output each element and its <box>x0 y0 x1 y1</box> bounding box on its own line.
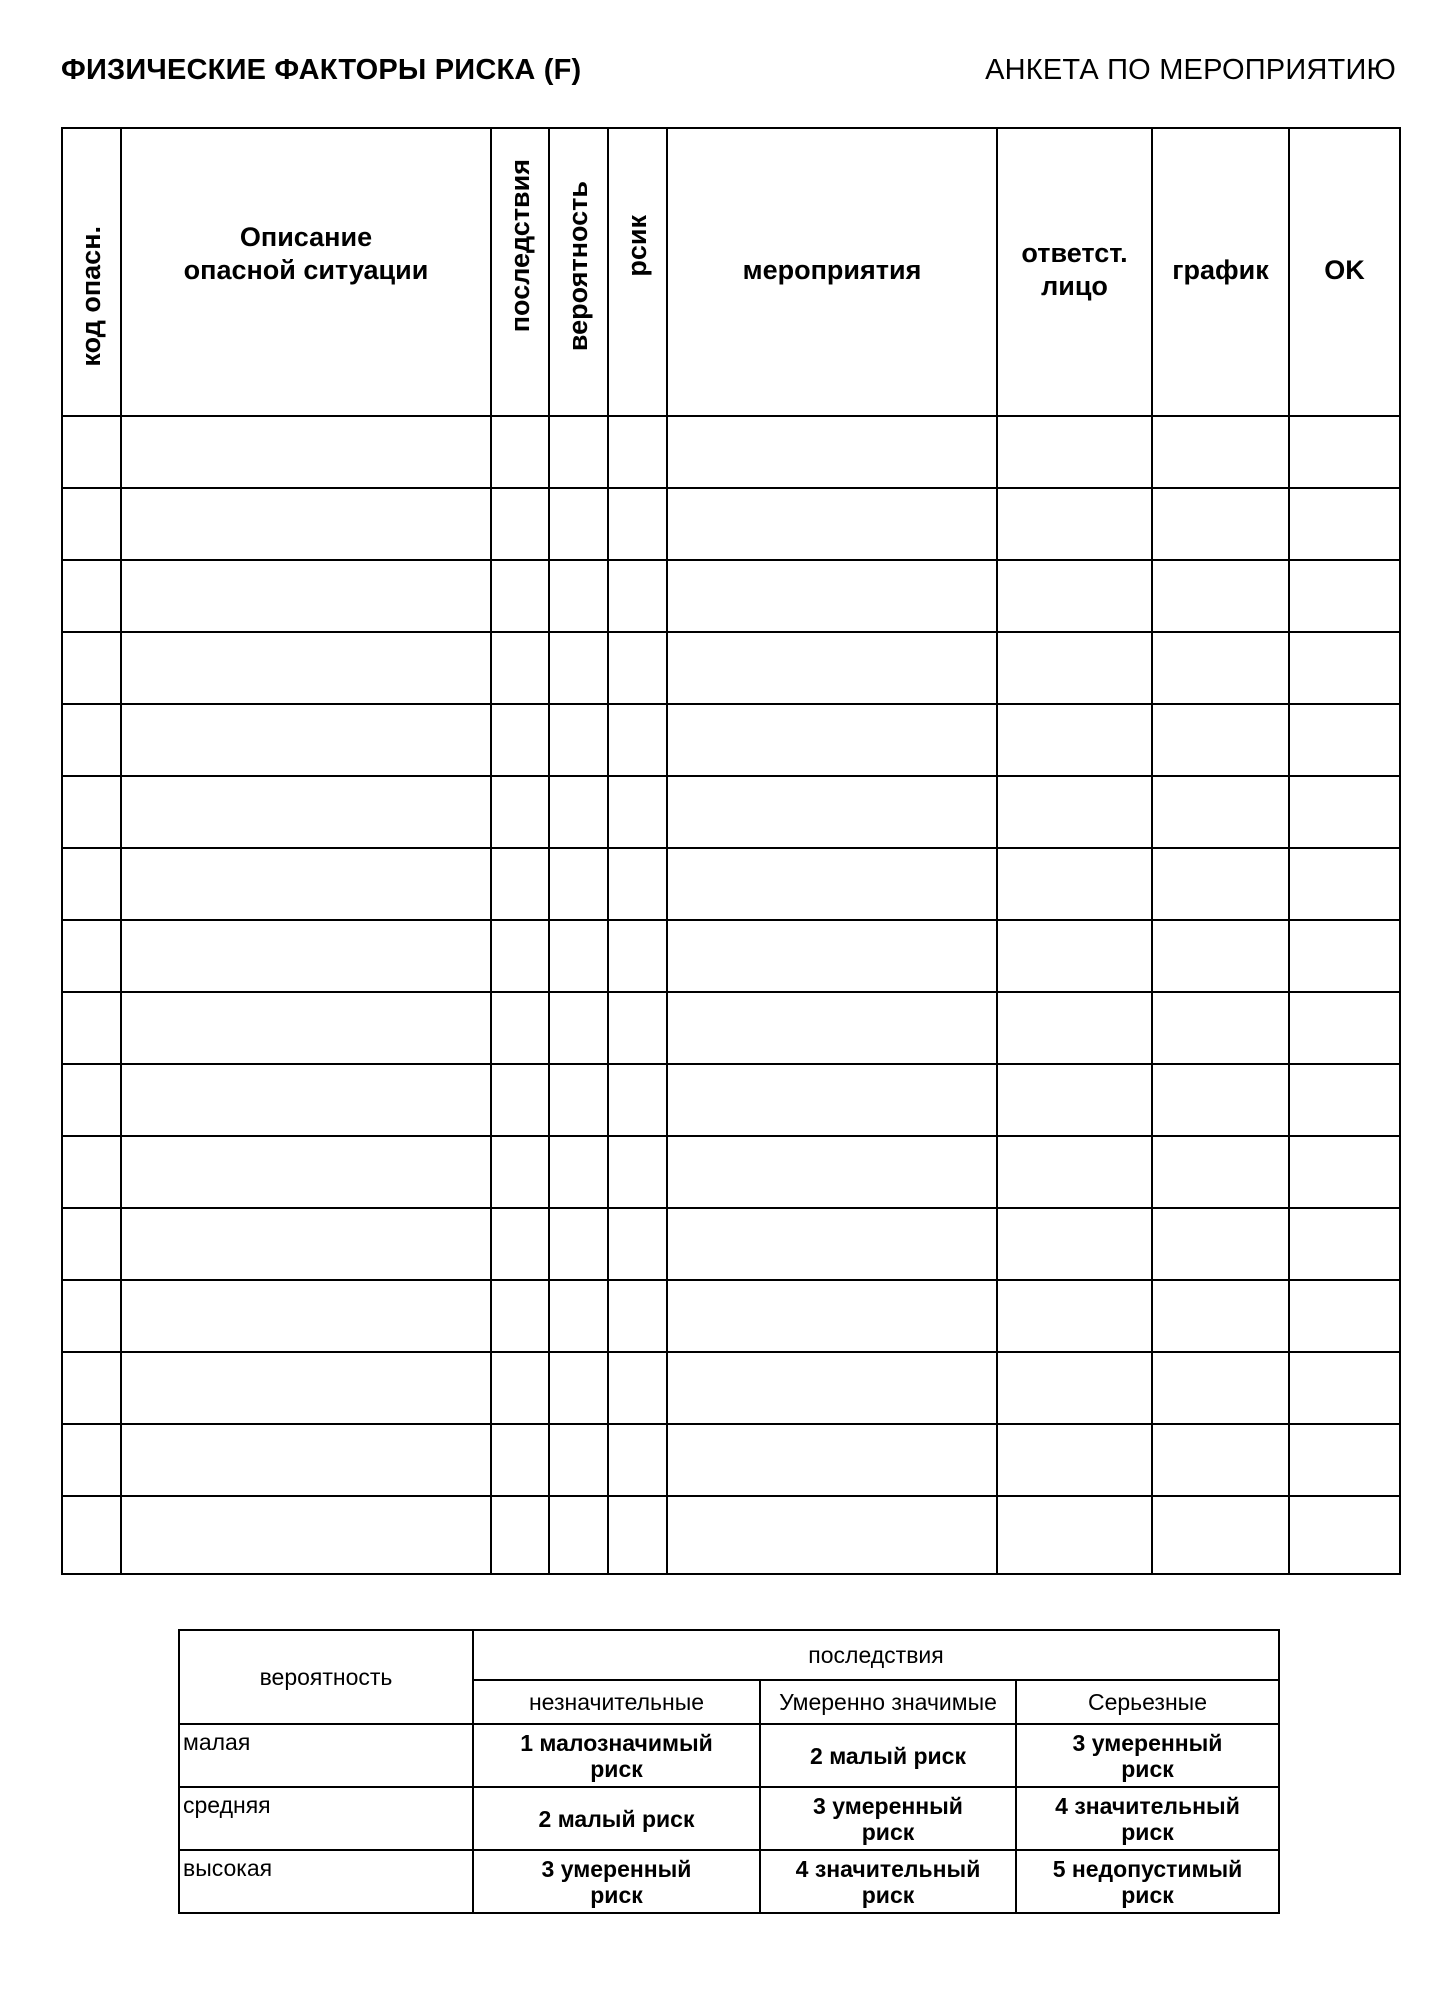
register-cell-measures[interactable] <box>667 1424 997 1496</box>
register-cell-measures[interactable] <box>667 416 997 488</box>
register-cell-probability[interactable] <box>549 992 608 1064</box>
register-cell-code[interactable] <box>62 632 121 704</box>
column-header-ok: OK <box>1289 128 1400 416</box>
register-cell-risk[interactable] <box>608 704 667 776</box>
register-cell-probability[interactable] <box>549 776 608 848</box>
register-body <box>62 416 1400 1574</box>
register-cell-risk[interactable] <box>608 848 667 920</box>
register-row <box>62 1064 1400 1136</box>
register-cell-risk[interactable] <box>608 632 667 704</box>
register-cell-description[interactable] <box>121 1208 491 1280</box>
register-cell-measures[interactable] <box>667 632 997 704</box>
register-cell-responsible[interactable] <box>997 488 1152 560</box>
register-cell-description[interactable] <box>121 632 491 704</box>
column-header-probability: вероятность <box>549 128 608 416</box>
register-cell-risk[interactable] <box>608 488 667 560</box>
register-cell-ok[interactable] <box>1289 848 1400 920</box>
register-cell-code[interactable] <box>62 1496 121 1574</box>
register-cell-probability[interactable] <box>549 1208 608 1280</box>
register-cell-description[interactable] <box>121 560 491 632</box>
register-cell-schedule[interactable] <box>1152 1064 1289 1136</box>
register-row <box>62 920 1400 992</box>
register-cell-ok[interactable] <box>1289 416 1400 488</box>
column-header-risk: рсик <box>608 128 667 416</box>
register-cell-ok[interactable] <box>1289 704 1400 776</box>
register-cell-code[interactable] <box>62 1136 121 1208</box>
register-cell-ok[interactable] <box>1289 1208 1400 1280</box>
register-cell-measures[interactable] <box>667 1280 997 1352</box>
register-cell-responsible[interactable] <box>997 560 1152 632</box>
register-cell-consequences[interactable] <box>491 1280 549 1352</box>
matrix-consequence-level: Серьезные <box>1016 1680 1279 1724</box>
register-cell-consequences[interactable] <box>491 1496 549 1574</box>
matrix-probability-label: средняя <box>179 1787 473 1850</box>
register-cell-measures[interactable] <box>667 704 997 776</box>
register-row <box>62 1208 1400 1280</box>
register-cell-responsible[interactable] <box>997 1496 1152 1574</box>
register-cell-schedule[interactable] <box>1152 704 1289 776</box>
register-cell-responsible[interactable] <box>997 1280 1152 1352</box>
register-cell-ok[interactable] <box>1289 1280 1400 1352</box>
register-cell-responsible[interactable] <box>997 1064 1152 1136</box>
register-cell-measures[interactable] <box>667 488 997 560</box>
register-cell-responsible[interactable] <box>997 776 1152 848</box>
register-cell-probability[interactable] <box>549 920 608 992</box>
register-cell-risk[interactable] <box>608 920 667 992</box>
register-cell-description[interactable] <box>121 992 491 1064</box>
register-cell-probability[interactable] <box>549 560 608 632</box>
register-cell-responsible[interactable] <box>997 416 1152 488</box>
register-row <box>62 992 1400 1064</box>
register-cell-probability[interactable] <box>549 416 608 488</box>
register-cell-probability[interactable] <box>549 632 608 704</box>
register-cell-ok[interactable] <box>1289 1136 1400 1208</box>
register-cell-schedule[interactable] <box>1152 848 1289 920</box>
register-cell-schedule[interactable] <box>1152 1496 1289 1574</box>
register-cell-measures[interactable] <box>667 776 997 848</box>
register-row <box>62 1352 1400 1424</box>
matrix-risk-cell: 4 значительный риск <box>760 1850 1016 1913</box>
matrix-consequence-level: незначительные <box>473 1680 760 1724</box>
matrix-risk-cell: 2 малый риск <box>760 1724 1016 1787</box>
register-cell-measures[interactable] <box>667 1136 997 1208</box>
register-cell-responsible[interactable] <box>997 1352 1152 1424</box>
register-cell-description[interactable] <box>121 488 491 560</box>
register-cell-ok[interactable] <box>1289 1496 1400 1574</box>
register-cell-probability[interactable] <box>549 848 608 920</box>
register-row <box>62 1496 1400 1574</box>
register-cell-code[interactable] <box>62 992 121 1064</box>
register-cell-probability[interactable] <box>549 488 608 560</box>
column-header-measures: мероприятия <box>667 128 997 416</box>
register-cell-description[interactable] <box>121 1496 491 1574</box>
matrix-risk-cell: 4 значительный риск <box>1016 1787 1279 1850</box>
register-cell-code[interactable] <box>62 1280 121 1352</box>
register-cell-consequences[interactable] <box>491 992 549 1064</box>
register-cell-probability[interactable] <box>549 1280 608 1352</box>
column-header-description: Описание опасной ситуации <box>121 128 491 416</box>
register-header-row <box>62 128 1400 416</box>
register-cell-consequences[interactable] <box>491 632 549 704</box>
register-cell-responsible[interactable] <box>997 704 1152 776</box>
register-cell-code[interactable] <box>62 848 121 920</box>
register-cell-probability[interactable] <box>549 704 608 776</box>
register-cell-ok[interactable] <box>1289 1352 1400 1424</box>
register-row <box>62 632 1400 704</box>
register-cell-code[interactable] <box>62 776 121 848</box>
register-cell-probability[interactable] <box>549 1496 608 1574</box>
register-cell-probability[interactable] <box>549 1136 608 1208</box>
register-cell-measures[interactable] <box>667 992 997 1064</box>
register-row <box>62 1136 1400 1208</box>
register-cell-responsible[interactable] <box>997 920 1152 992</box>
matrix-probability-label: малая <box>179 1724 473 1787</box>
register-row <box>62 1280 1400 1352</box>
column-header-schedule: график <box>1152 128 1289 416</box>
register-cell-responsible[interactable] <box>997 992 1152 1064</box>
register-cell-risk[interactable] <box>608 560 667 632</box>
matrix-probability-label: высокая <box>179 1850 473 1913</box>
register-cell-ok[interactable] <box>1289 560 1400 632</box>
register-cell-description[interactable] <box>121 1280 491 1352</box>
register-cell-description[interactable] <box>121 776 491 848</box>
register-cell-schedule[interactable] <box>1152 1280 1289 1352</box>
register-cell-measures[interactable] <box>667 848 997 920</box>
column-header-responsible: ответст. лицо <box>997 128 1152 416</box>
register-cell-consequences[interactable] <box>491 560 549 632</box>
register-row <box>62 488 1400 560</box>
register-row <box>62 416 1400 488</box>
register-cell-measures[interactable] <box>667 1064 997 1136</box>
register-cell-code[interactable] <box>62 1424 121 1496</box>
register-cell-description[interactable] <box>121 848 491 920</box>
register-cell-consequences[interactable] <box>491 1208 549 1280</box>
register-cell-consequences[interactable] <box>491 1352 549 1424</box>
register-cell-code[interactable] <box>62 1208 121 1280</box>
register-cell-consequences[interactable] <box>491 704 549 776</box>
register-cell-probability[interactable] <box>549 1424 608 1496</box>
register-cell-ok[interactable] <box>1289 992 1400 1064</box>
register-row <box>62 776 1400 848</box>
matrix-probability-header: вероятность <box>179 1630 473 1724</box>
matrix-risk-cell: 5 недопустимый риск <box>1016 1850 1279 1913</box>
register-cell-schedule[interactable] <box>1152 488 1289 560</box>
register-cell-risk[interactable] <box>608 1352 667 1424</box>
register-cell-ok[interactable] <box>1289 920 1400 992</box>
form-name: АНКЕТА ПО МЕРОПРИЯТИЮ <box>985 54 1396 86</box>
register-cell-responsible[interactable] <box>997 1208 1152 1280</box>
matrix-risk-cell: 3 умеренный риск <box>760 1787 1016 1850</box>
matrix-consequence-level: Умеренно значимые <box>760 1680 1016 1724</box>
register-cell-code[interactable] <box>62 1064 121 1136</box>
register-cell-risk[interactable] <box>608 1064 667 1136</box>
register-cell-risk[interactable] <box>608 1424 667 1496</box>
register-cell-measures[interactable] <box>667 560 997 632</box>
register-cell-schedule[interactable] <box>1152 776 1289 848</box>
register-cell-responsible[interactable] <box>997 632 1152 704</box>
register-cell-responsible[interactable] <box>997 1136 1152 1208</box>
matrix-consequences-header: последствия <box>473 1630 1279 1680</box>
register-cell-risk[interactable] <box>608 992 667 1064</box>
register-cell-code[interactable] <box>62 704 121 776</box>
register-row <box>62 560 1400 632</box>
register-cell-schedule[interactable] <box>1152 1136 1289 1208</box>
register-cell-schedule[interactable] <box>1152 992 1289 1064</box>
matrix-risk-cell: 2 малый риск <box>473 1787 760 1850</box>
register-cell-schedule[interactable] <box>1152 632 1289 704</box>
register-cell-ok[interactable] <box>1289 776 1400 848</box>
register-cell-measures[interactable] <box>667 1208 997 1280</box>
register-cell-description[interactable] <box>121 1136 491 1208</box>
register-cell-description[interactable] <box>121 1064 491 1136</box>
column-header-code: код опасн. <box>62 128 121 416</box>
register-cell-responsible[interactable] <box>997 848 1152 920</box>
register-cell-measures[interactable] <box>667 1496 997 1574</box>
matrix-risk-cell: 1 малозначимый риск <box>473 1724 760 1787</box>
matrix-risk-cell: 3 умеренный риск <box>1016 1724 1279 1787</box>
register-cell-consequences[interactable] <box>491 1064 549 1136</box>
register-cell-risk[interactable] <box>608 776 667 848</box>
register-cell-description[interactable] <box>121 1352 491 1424</box>
column-header-consequences: последствия <box>491 128 549 416</box>
register-cell-risk[interactable] <box>608 1496 667 1574</box>
register-cell-risk[interactable] <box>608 1280 667 1352</box>
register-cell-schedule[interactable] <box>1152 920 1289 992</box>
register-cell-responsible[interactable] <box>997 1424 1152 1496</box>
register-cell-code[interactable] <box>62 560 121 632</box>
register-cell-description[interactable] <box>121 920 491 992</box>
register-cell-code[interactable] <box>62 488 121 560</box>
register-row <box>62 1424 1400 1496</box>
risk-matrix-table <box>178 1629 1280 1914</box>
register-cell-risk[interactable] <box>608 1136 667 1208</box>
register-cell-consequences[interactable] <box>491 416 549 488</box>
document-title: ФИЗИЧЕСКИЕ ФАКТОРЫ РИСКА (F) <box>61 54 582 86</box>
risk-register-table <box>61 127 1401 1575</box>
register-cell-consequences[interactable] <box>491 776 549 848</box>
register-cell-schedule[interactable] <box>1152 1208 1289 1280</box>
register-cell-code[interactable] <box>62 416 121 488</box>
register-cell-schedule[interactable] <box>1152 1424 1289 1496</box>
register-row <box>62 704 1400 776</box>
register-cell-measures[interactable] <box>667 1352 997 1424</box>
register-cell-measures[interactable] <box>667 920 997 992</box>
register-row <box>62 848 1400 920</box>
register-cell-description[interactable] <box>121 1424 491 1496</box>
register-cell-consequences[interactable] <box>491 920 549 992</box>
register-cell-consequences[interactable] <box>491 848 549 920</box>
register-cell-consequences[interactable] <box>491 1424 549 1496</box>
register-cell-probability[interactable] <box>549 1064 608 1136</box>
register-cell-ok[interactable] <box>1289 1424 1400 1496</box>
register-cell-code[interactable] <box>62 1352 121 1424</box>
register-cell-code[interactable] <box>62 920 121 992</box>
register-cell-schedule[interactable] <box>1152 560 1289 632</box>
register-cell-schedule[interactable] <box>1152 416 1289 488</box>
register-cell-description[interactable] <box>121 416 491 488</box>
register-cell-consequences[interactable] <box>491 1136 549 1208</box>
register-cell-description[interactable] <box>121 704 491 776</box>
register-cell-ok[interactable] <box>1289 1064 1400 1136</box>
register-cell-risk[interactable] <box>608 1208 667 1280</box>
register-cell-consequences[interactable] <box>491 488 549 560</box>
register-cell-ok[interactable] <box>1289 488 1400 560</box>
register-cell-ok[interactable] <box>1289 632 1400 704</box>
register-cell-risk[interactable] <box>608 416 667 488</box>
matrix-risk-cell: 3 умеренный риск <box>473 1850 760 1913</box>
register-cell-probability[interactable] <box>549 1352 608 1424</box>
register-cell-schedule[interactable] <box>1152 1352 1289 1424</box>
